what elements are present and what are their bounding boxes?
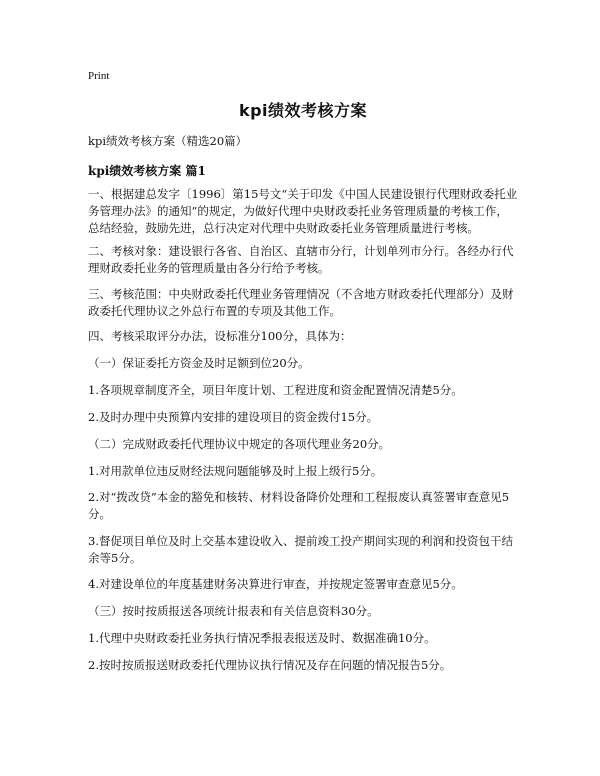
paragraph-11: 3.督促项目单位及时上交基本建设收入、提前竣工投产期间实现的利润和投资包干结余等5分。 xyxy=(88,534,513,565)
paragraph-13: （三）按时按质报送各项统计报表和有关信息资料30分。 xyxy=(88,604,379,618)
paragraph-3: 三、考核范围：中央财政委托代理业务管理情况（不含地方财政委托代理部分）及财政委托代理协议之外总行布置的专项及其他工作。 xyxy=(88,287,514,318)
paragraph-5: （一）保证委托方资金及时足额到位20分。 xyxy=(88,356,310,370)
paragraph-7: 2.及时办理中央预算内安排的建设项目的资金拨付15分。 xyxy=(88,410,379,424)
section-heading: kpi绩效考核方案 篇1 xyxy=(88,164,206,178)
paragraph-15: 2.按时按质报送财政委托代理协议执行情况及存在问题的情况报告5分。 xyxy=(88,658,452,672)
paragraph-9: 1.对用款单位违反财经法规问题能够及时上报上级行5分。 xyxy=(88,464,383,478)
paragraph-12: 4.对建设单位的年度基建财务决算进行审查，并按规定签署审查意见5分。 xyxy=(88,577,463,591)
paragraph-10: 2.对“拨改贷”本金的豁免和核转、材料设备降价处理和工程报废认真签署审查意见5分。 xyxy=(88,490,510,521)
document-subtitle: kpi绩效考核方案（精选20篇） xyxy=(88,134,248,148)
paragraph-1: 一、根据建总发字〔1996〕第15号文“关于印发《中国人民建设银行代理财政委托业务管理办法》的通知”的规定，为做好代理中央财政委托业务管理质量的考核工作，总结经验，鼓励先进，总行决定对代理中央财政委托业务管理质量进行考核。 xyxy=(88,187,518,235)
paragraph-8: （二）完成财政委托代理协议中规定的各项代理业务20分。 xyxy=(88,437,391,451)
paragraph-14: 1.代理中央财政委托业务执行情况季报表报送及时、数据准确10分。 xyxy=(88,631,436,645)
print-label: Print xyxy=(88,70,110,82)
paragraph-4: 四、考核采取评分办法，设标准分100分，具体为： xyxy=(88,329,352,343)
paragraph-6: 1.各项规章制度齐全，项目年度计划、工程进度和资金配置情况清楚5分。 xyxy=(88,383,463,397)
document-title: kpi绩效考核方案 xyxy=(238,101,368,120)
paragraph-2: 二、考核对象：建设银行各省、自治区、直辖市分行，计划单列市分行。各经办行代理财政委托业务的管理质量由各分行给予考核。 xyxy=(88,244,514,275)
